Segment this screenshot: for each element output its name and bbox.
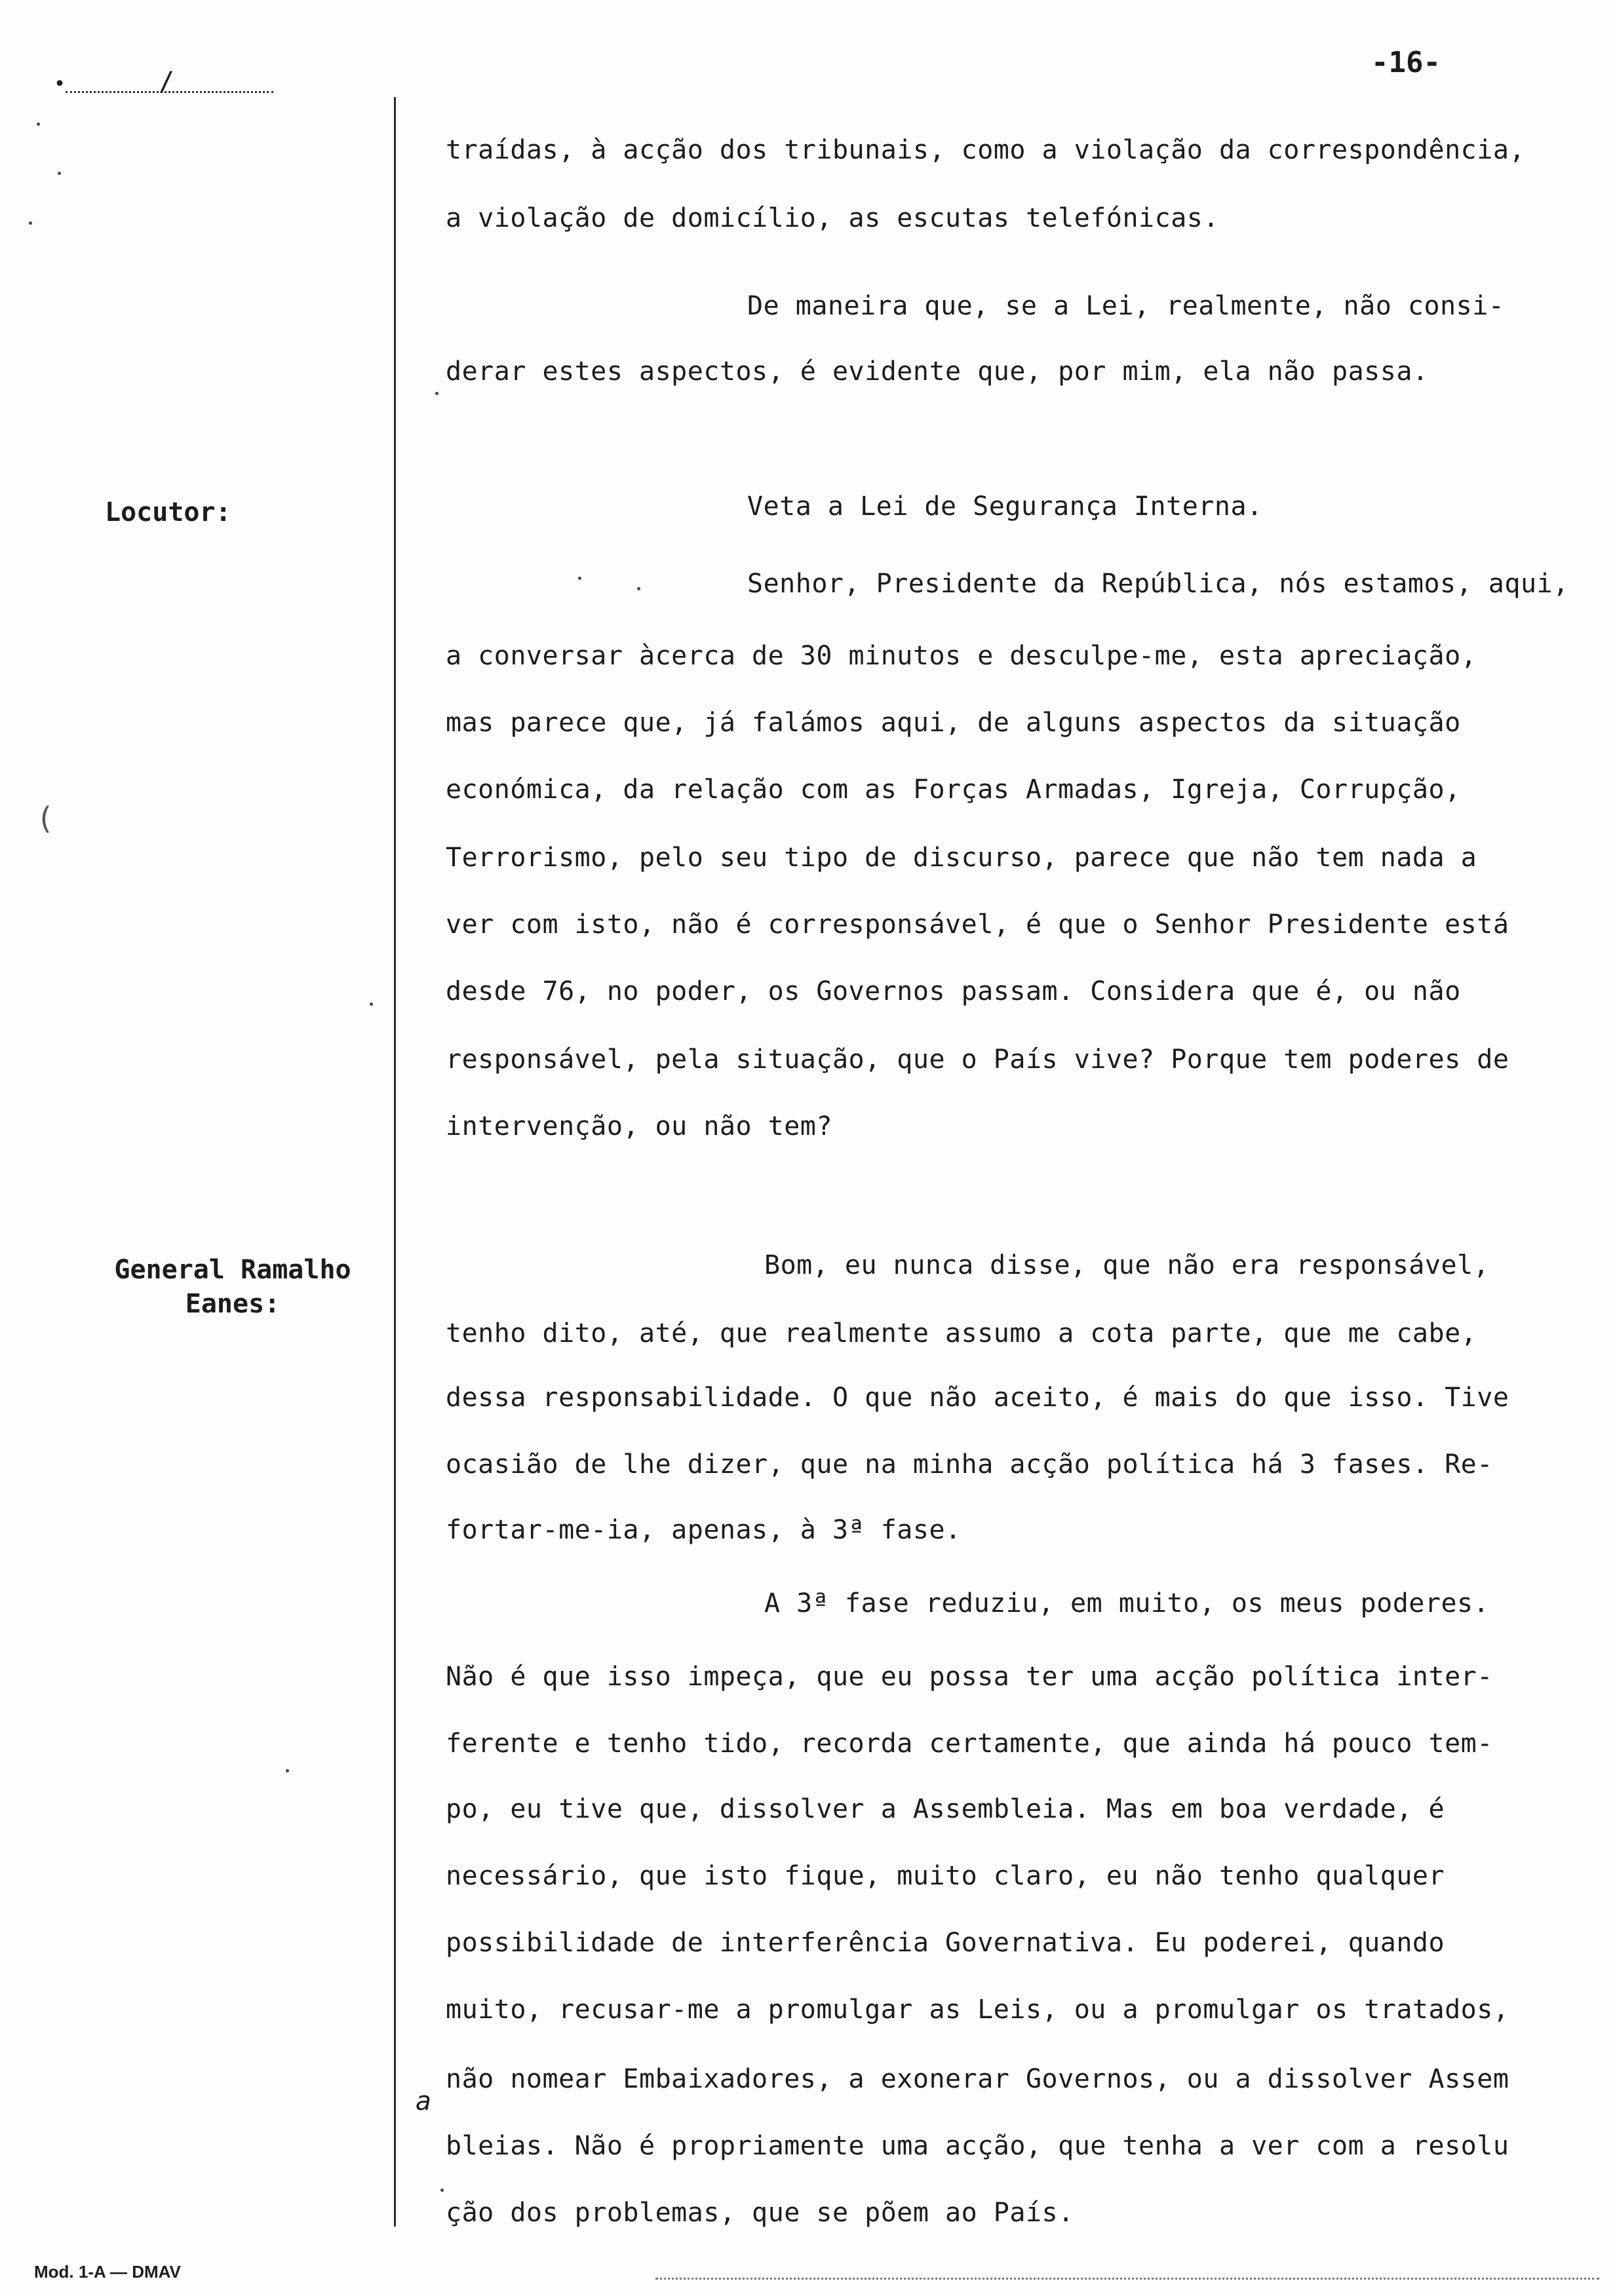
form-code: Mod. 1-A — DMAV	[34, 2262, 181, 2282]
margin-speck	[37, 123, 40, 126]
margin-annotation: a	[416, 2086, 432, 2116]
text-line: bleias. Não é propriamente uma acção, que tenha a ver com a resolu	[446, 2131, 1509, 2161]
text-line: traídas, à acção dos tribunais, como a violação da correspondência,	[446, 135, 1525, 165]
speaker-name-line2: Eanes:	[185, 1289, 281, 1319]
text-line: ferente e tenho tido, recorda certamente, que ainda há pouco tem-	[446, 1729, 1493, 1759]
text-line: dessa responsabilidade. O que não aceito, é mais do que isso. Tive	[446, 1383, 1509, 1413]
text-line: fortar-me-ia, apenas, à 3ª fase.	[446, 1515, 962, 1545]
margin-speck	[58, 172, 61, 175]
margin-speck	[440, 2189, 444, 2192]
text-line: Bom, eu nunca disse, que não era responsável,	[764, 1250, 1490, 1280]
text-line: a conversar àcerca de 30 minutos e desculpe-me, esta apreciação,	[446, 641, 1477, 671]
speaker-eanes	[111, 1253, 354, 1321]
text-line: muito, recusar-me a promulgar as Leis, ou a promulgar os tratados,	[446, 1995, 1509, 2025]
margin-paren-mark: (	[36, 801, 54, 836]
text-line: mas parece que, já falámos aqui, de alguns aspectos da situação	[446, 708, 1461, 738]
text-line: intervenção, ou não tem?	[446, 1111, 832, 1141]
text-line: Senhor, Presidente da República, nós estamos, aqui,	[747, 569, 1569, 599]
margin-speck	[637, 587, 640, 590]
margin-rule	[394, 97, 396, 2227]
margin-speck	[29, 221, 32, 225]
text-line: desde 76, no poder, os Governos passam. Considera que é, ou não	[446, 976, 1461, 1006]
speaker-name-line1: General Ramalho	[114, 1255, 351, 1285]
text-line: De maneira que, se a Lei, realmente, não consi-	[747, 291, 1505, 321]
text-line: tenho dito, até, que realmente assumo a cota parte, que me cabe,	[446, 1318, 1477, 1349]
footer-rule	[655, 2278, 1599, 2280]
text-line: não nomear Embaixadores, a exonerar Governos, ou a dissolver Assem	[446, 2064, 1509, 2094]
field-slash: /	[159, 67, 175, 97]
text-line: económica, da relação com as Forças Armadas, Igreja, Corrupção,	[446, 775, 1461, 805]
text-line: ocasião de lhe dizer, que na minha acção política há 3 fases. Re-	[446, 1449, 1493, 1480]
field-dot: •	[54, 73, 66, 96]
margin-speck	[370, 1003, 373, 1006]
form-date-field	[54, 67, 273, 97]
speaker-name: Locutor:	[105, 497, 231, 527]
text-line: po, eu tive que, dissolver a Assembleia. Mas em boa verdade, é	[446, 1794, 1445, 1824]
text-line: derar estes aspectos, é evidente que, por mim, ela não passa.	[446, 356, 1429, 387]
margin-speck	[286, 1769, 289, 1772]
text-line: Não é que isso impeça, que eu possa ter uma acção política inter-	[446, 1662, 1493, 1692]
margin-speck	[435, 392, 438, 395]
text-line: possibilidade de interferência Governativa. Eu poderei, quando	[446, 1928, 1445, 1958]
text-line: responsável, pela situação, que o País vive? Porque tem poderes de	[446, 1044, 1509, 1075]
text-line: ver com isto, não é corresponsável, é que o Senhor Presidente está	[446, 909, 1509, 940]
text-line: Terrorismo, pelo seu tipo de discurso, parece que não tem nada a	[446, 843, 1477, 873]
speaker-locutor	[105, 495, 231, 529]
text-line: a violação de domicílio, as escutas telefónicas.	[446, 203, 1219, 233]
text-line: ção dos problemas, que se põem ao País.	[446, 2198, 1074, 2228]
page-number: -16-	[1371, 46, 1441, 79]
text-line: necessário, que isto fique, muito claro, eu não tenho qualquer	[446, 1861, 1445, 1891]
text-line: A 3ª fase reduziu, em muito, os meus poderes.	[764, 1588, 1490, 1618]
text-line: Veta a Lei de Segurança Interna.	[747, 491, 1263, 522]
margin-speck	[578, 577, 581, 580]
